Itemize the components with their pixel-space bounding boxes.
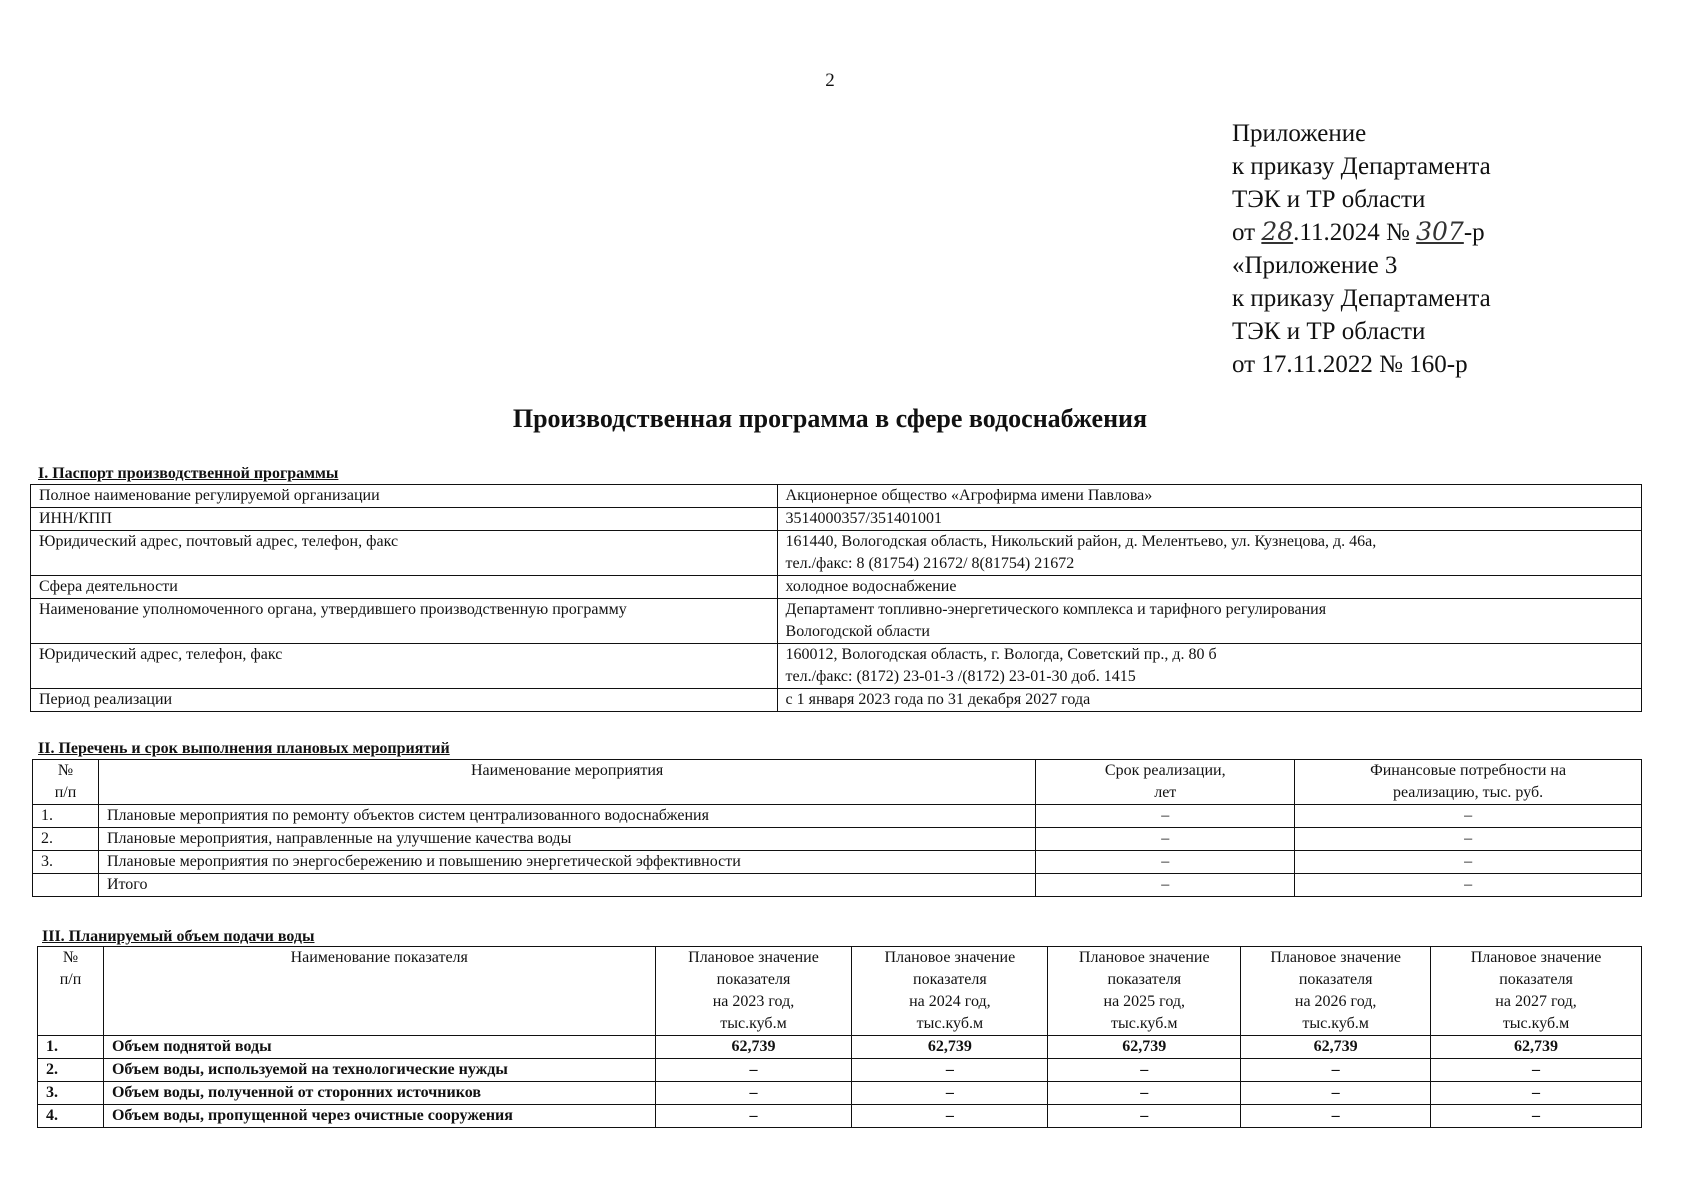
row-value: – <box>1048 1082 1241 1105</box>
appendix-line: к приказу Департамента <box>1232 284 1491 312</box>
appendix-line: ТЭК и ТР области <box>1232 185 1426 213</box>
row-value: – <box>1241 1059 1431 1082</box>
table-row <box>33 874 1642 897</box>
row-num: 2. <box>38 1059 104 1082</box>
table-row <box>38 1059 1642 1082</box>
passport-label: Период реализации <box>31 689 778 712</box>
table-row <box>38 1082 1642 1105</box>
passport-value: Департамент топливно-энергетического комплекса и тарифного регулирования Вологодской области <box>777 599 1641 644</box>
appendix-header <box>1232 118 1491 381</box>
table-row <box>38 1036 1642 1059</box>
row-value: – <box>1241 1082 1431 1105</box>
passport-label: Сфера деятельности <box>31 576 778 599</box>
row-value: – <box>1431 1059 1642 1082</box>
passport-label: ИНН/КПП <box>31 508 778 531</box>
passport-label: Полное наименование регулируемой организации <box>31 485 778 508</box>
row-name: Плановые мероприятия, направленные на улучшение качества воды <box>98 828 1035 851</box>
row-finance: – <box>1295 874 1642 897</box>
appendix-line: ТЭК и ТР области <box>1232 317 1426 345</box>
measures-table <box>32 759 1642 897</box>
row-value: 62,739 <box>1048 1036 1241 1059</box>
row-value: – <box>655 1059 852 1082</box>
row-value: – <box>1431 1082 1642 1105</box>
col-header-name: Наименование показателя <box>103 947 655 1036</box>
col-header-year-2026: Плановое значение показателя на 2026 год, тыс.куб.м <box>1241 947 1431 1036</box>
col-header-num: № п/п <box>33 760 99 805</box>
table-row <box>33 828 1642 851</box>
table-row <box>31 531 1642 576</box>
table-row <box>38 1105 1642 1128</box>
row-value: – <box>852 1059 1048 1082</box>
row-name: Плановые мероприятия по ремонту объектов систем централизованного водоснабжения <box>98 805 1035 828</box>
row-name: Объем воды, пропущенной через очистные сооружения <box>103 1105 655 1128</box>
row-finance: – <box>1295 851 1642 874</box>
row-name: Объем воды, полученной от сторонних источников <box>103 1082 655 1105</box>
row-num: 3. <box>38 1082 104 1105</box>
col-header-year-2025: Плановое значение показателя на 2025 год, тыс.куб.м <box>1048 947 1241 1036</box>
passport-value: холодное водоснабжение <box>777 576 1641 599</box>
appendix-line: к приказу Департамента <box>1232 152 1491 180</box>
row-term: – <box>1036 851 1295 874</box>
handwritten-number: 307 <box>1416 217 1464 247</box>
page-number: 2 <box>825 70 835 91</box>
table-row <box>31 599 1642 644</box>
col-header-finance: Финансовые потребности на реализацию, тыс. руб. <box>1295 760 1642 805</box>
passport-value: 160012, Вологодская область, г. Вологда, Советский пр., д. 80 б тел./факс: (8172) 23-01-3 /(8172) 23-01-30 доб. 1415 <box>777 644 1641 689</box>
col-header-term: Срок реализации, лет <box>1036 760 1295 805</box>
row-num: 1. <box>33 805 99 828</box>
row-num <box>33 874 99 897</box>
row-name: Плановые мероприятия по энергосбережению и повышению энергетической эффективности <box>98 851 1035 874</box>
passport-label: Наименование уполномоченного органа, утвердившего производственную программу <box>31 599 778 644</box>
row-term: – <box>1036 828 1295 851</box>
table-row <box>31 576 1642 599</box>
order-prefix: от <box>1232 219 1262 247</box>
row-num: 3. <box>33 851 99 874</box>
row-term: – <box>1036 874 1295 897</box>
row-value: – <box>1431 1105 1642 1128</box>
row-value: 62,739 <box>852 1036 1048 1059</box>
row-term: – <box>1036 805 1295 828</box>
row-value: – <box>852 1105 1048 1128</box>
table-row <box>31 485 1642 508</box>
passport-label: Юридический адрес, телефон, факс <box>31 644 778 689</box>
passport-value: Акционерное общество «Агрофирма имени Павлова» <box>777 485 1641 508</box>
row-value: – <box>1048 1105 1241 1128</box>
order-suffix: -р <box>1463 219 1485 247</box>
row-value: 62,739 <box>1431 1036 1642 1059</box>
row-finance: – <box>1295 805 1642 828</box>
row-value: – <box>1241 1105 1431 1128</box>
table-row <box>31 689 1642 712</box>
document-title: Производственная программа в сфере водоснабжения <box>512 404 1148 433</box>
appendix-line: Приложение <box>1232 120 1367 147</box>
passport-value: 3514000357/351401001 <box>777 508 1641 531</box>
row-value: – <box>1048 1059 1241 1082</box>
row-finance: – <box>1295 828 1642 851</box>
row-value: 62,739 <box>655 1036 852 1059</box>
order-mid: .11.2024 № <box>1293 219 1417 247</box>
table-row <box>33 805 1642 828</box>
row-num: 4. <box>38 1105 104 1128</box>
handwritten-day: 28 <box>1261 217 1294 247</box>
col-header-year-2024: Плановое значение показателя на 2024 год, тыс.куб.м <box>852 947 1048 1036</box>
row-value: 62,739 <box>1241 1036 1431 1059</box>
section3-title: III. Планируемый объем подачи воды <box>42 928 315 945</box>
passport-value: 161440, Вологодская область, Никольский район, д. Мелентьево, ул. Кузнецова, д. 46а, тел./факс: 8 (81754) 21672/ 8(81754) 21672 <box>777 531 1641 576</box>
table-row <box>31 644 1642 689</box>
passport-value: с 1 января 2023 года по 31 декабря 2027 года <box>777 689 1641 712</box>
water-volume-table <box>37 946 1642 1128</box>
row-value: – <box>655 1082 852 1105</box>
row-name: Объем поднятой воды <box>103 1036 655 1059</box>
table-row <box>33 851 1642 874</box>
passport-label: Юридический адрес, почтовый адрес, телефон, факс <box>31 531 778 576</box>
section2-title: II. Перечень и срок выполнения плановых мероприятий <box>38 740 450 757</box>
col-header-year-2023: Плановое значение показателя на 2023 год, тыс.куб.м <box>655 947 852 1036</box>
section1-title: I. Паспорт производственной программы <box>38 465 339 482</box>
row-value: – <box>852 1082 1048 1105</box>
appendix-order-date <box>1232 216 1491 250</box>
appendix-line: от 17.11.2022 № 160-р <box>1232 350 1468 378</box>
row-value: – <box>655 1105 852 1128</box>
table-row <box>31 508 1642 531</box>
table-header-row <box>33 760 1642 805</box>
row-name: Итого <box>98 874 1035 897</box>
passport-table <box>30 484 1642 712</box>
col-header-year-2027: Плановое значение показателя на 2027 год, тыс.куб.м <box>1431 947 1642 1036</box>
table-header-row <box>38 947 1642 1036</box>
col-header-name: Наименование мероприятия <box>98 760 1035 805</box>
col-header-num: № п/п <box>38 947 104 1036</box>
row-num: 2. <box>33 828 99 851</box>
appendix-line: «Приложение 3 <box>1232 252 1398 280</box>
row-name: Объем воды, используемой на технологические нужды <box>103 1059 655 1082</box>
row-num: 1. <box>38 1036 104 1059</box>
